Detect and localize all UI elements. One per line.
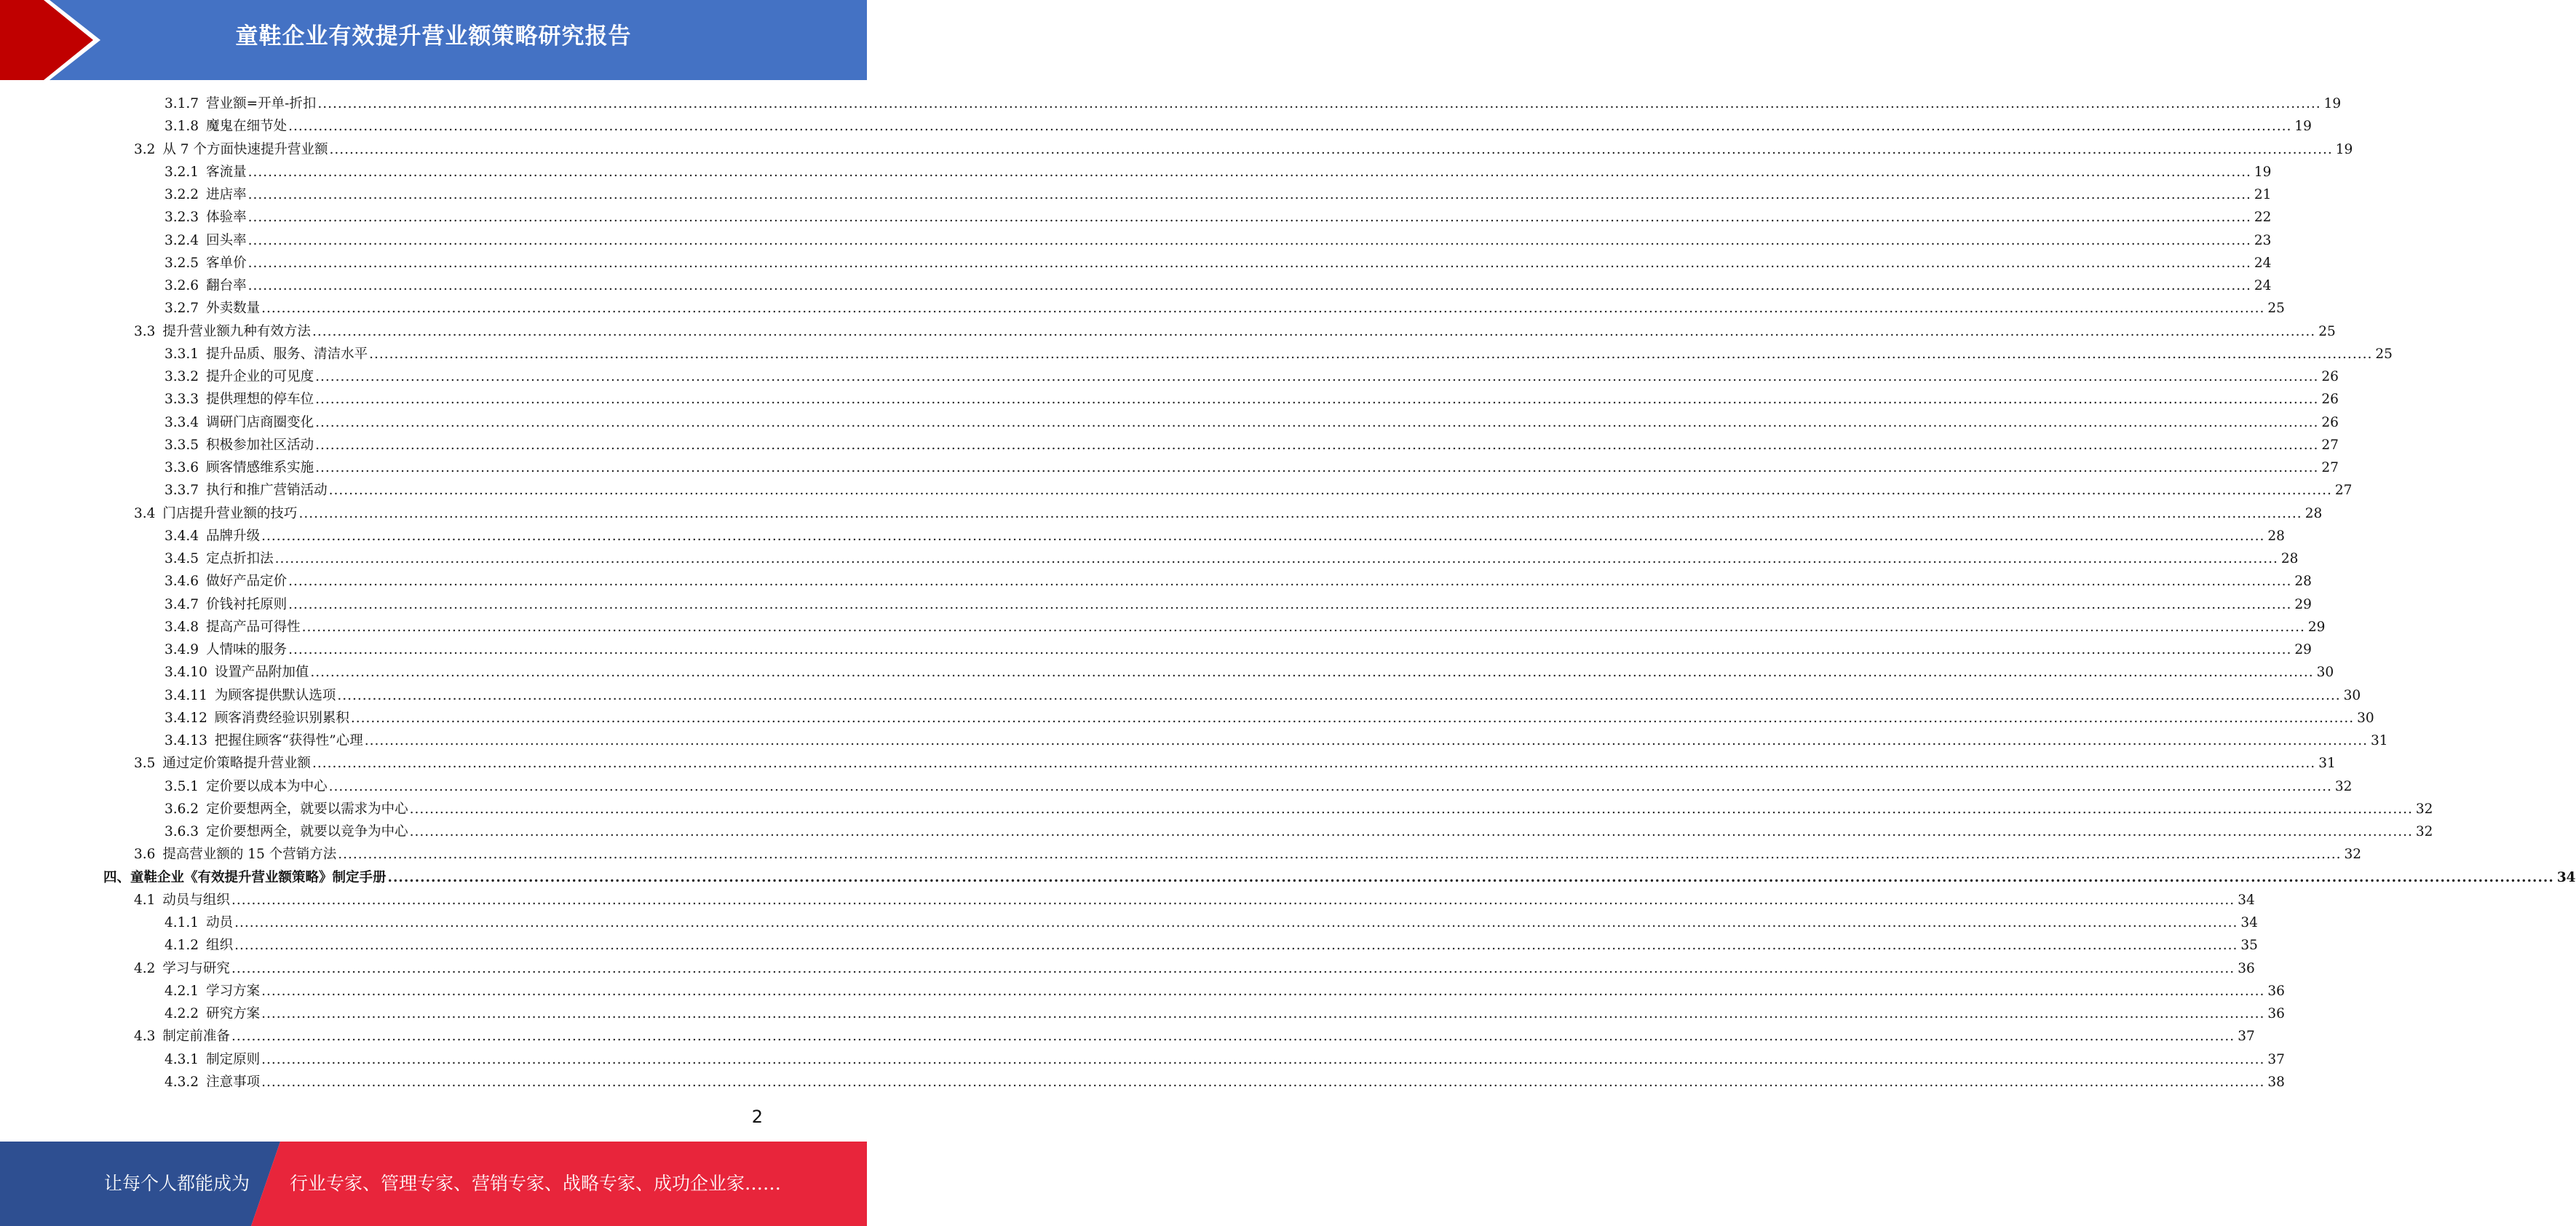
toc-entry-page: 30 <box>2343 687 2361 703</box>
toc-entry[interactable] <box>0 843 2362 866</box>
toc-entry-line <box>134 138 2353 161</box>
toc-entry-line <box>165 798 2433 820</box>
toc-entry[interactable] <box>0 1071 2285 1093</box>
toc-entry-page: 32 <box>2334 778 2353 794</box>
toc-leader-dots: ................................................................................................................................................................................................................................................................................................................................................................................................................ <box>231 1029 2235 1045</box>
toc-entry-line <box>134 843 2362 866</box>
toc-entry-title: 通过定价策略提升营业额 <box>162 756 311 772</box>
toc-leader-dots: ................................................................................................................................................................................................................................................................................................................................................................................................................ <box>317 96 2321 111</box>
toc-entry-title: 品牌升级 <box>206 528 261 544</box>
toc-entry-line <box>165 820 2433 843</box>
toc-entry-number: 3.3.2 <box>165 369 199 384</box>
toc-entry-page: 19 <box>2254 164 2272 180</box>
toc-entry-line <box>165 297 2285 320</box>
toc-entry-line <box>165 343 2393 365</box>
toc-leader-dots: ................................................................................................................................................................................................................................................................................................................................................................................................................ <box>234 938 2238 954</box>
toc-entry-title: 定点折扣法 <box>206 551 274 566</box>
toc-entry[interactable] <box>0 638 2312 661</box>
toc-entry-title: 定价要想两全，就要以需求为中心 <box>206 801 408 817</box>
toc-leader-dots: ................................................................................................................................................................................................................................................................................................................................................................................................................ <box>337 687 2341 703</box>
toc-leader-dots: ................................................................................................................................................................................................................................................................................................................................................................................................................ <box>247 232 2251 248</box>
toc-entry-title: 做好产品定价 <box>206 574 288 590</box>
footer-slogan-right: 行业专家、管理专家、营销专家、战略专家、成功企业家…… <box>290 1173 782 1194</box>
toc-entry-page: 31 <box>2318 756 2336 772</box>
toc-entry-title: 注意事项 <box>206 1074 261 1090</box>
toc-entry-line <box>134 752 2336 775</box>
toc-entry-line <box>165 1002 2285 1025</box>
table-of-contents <box>0 92 2576 1093</box>
toc-entry-page: 30 <box>2316 665 2334 681</box>
toc-entry-page: 25 <box>2267 301 2285 317</box>
toc-entry[interactable] <box>0 138 2353 161</box>
toc-entry-title: 研究方案 <box>206 1006 261 1021</box>
toc-leader-dots: ................................................................................................................................................................................................................................................................................................................................................................................................................ <box>298 505 2302 521</box>
toc-entry-title: 把握住顾客“获得性”心理 <box>214 733 363 748</box>
toc-entry-number: 4.3.2 <box>165 1074 199 1090</box>
toc-entry-page: 36 <box>2267 1006 2285 1021</box>
toc-leader-dots: ................................................................................................................................................................................................................................................................................................................................................................................................................ <box>315 437 2319 453</box>
toc-entry-line <box>165 92 2342 115</box>
toc-entry-number: 3.4.11 <box>165 687 207 703</box>
toc-entry-line <box>165 229 2272 252</box>
toc-entry-title: 客流量 <box>206 164 247 180</box>
toc-leader-dots: ................................................................................................................................................................................................................................................................................................................................................................................................................ <box>234 915 2238 930</box>
toc-entry[interactable] <box>0 183 2272 206</box>
toc-leader-dots: ................................................................................................................................................................................................................................................................................................................................................................................................................ <box>288 119 2292 135</box>
toc-entry-number: 4.1.1 <box>165 915 199 930</box>
toc-leader-dots: ................................................................................................................................................................................................................................................................................................................................................................................................................ <box>261 301 2265 317</box>
toc-leader-dots: ................................................................................................................................................................................................................................................................................................................................................................................................................ <box>301 619 2305 635</box>
toc-entry-title: 提升营业额九种有效方法 <box>162 323 311 339</box>
toc-entry-number: 3.3.7 <box>165 483 199 499</box>
toc-entry-page: 31 <box>2371 733 2388 748</box>
toc-entry-page: 29 <box>2294 596 2312 612</box>
toc-entry-title: 价钱衬托原则 <box>206 596 288 612</box>
toc-entry[interactable] <box>0 1002 2285 1025</box>
toc-entry[interactable] <box>0 206 2272 229</box>
toc-leader-dots: ................................................................................................................................................................................................................................................................................................................................................................................................................ <box>261 983 2265 999</box>
toc-entry-number: 3.4.12 <box>165 710 207 726</box>
toc-entry-line <box>165 1071 2285 1093</box>
toc-entry-number: 3.3 <box>134 323 156 339</box>
toc-entry-page: 27 <box>2321 437 2339 453</box>
toc-entry[interactable] <box>0 297 2285 320</box>
toc-entry-number: 3.2.2 <box>165 187 199 202</box>
toc-entry-number: 3.2.1 <box>165 164 199 180</box>
toc-leader-dots: ................................................................................................................................................................................................................................................................................................................................................................................................................ <box>310 665 2314 681</box>
toc-leader-dots: ................................................................................................................................................................................................................................................................................................................................................................................................................ <box>261 1051 2265 1067</box>
toc-entry-number: 3.3.4 <box>165 414 199 430</box>
toc-entry[interactable] <box>0 889 2255 911</box>
toc-entry-number: 3.5 <box>134 756 156 772</box>
toc-entry[interactable] <box>0 547 2299 570</box>
toc-entry[interactable] <box>0 980 2285 1002</box>
toc-leader-dots: ................................................................................................................................................................................................................................................................................................................................................................................................................ <box>328 483 2332 499</box>
toc-entry-line <box>165 616 2326 638</box>
toc-entry-page: 28 <box>2294 574 2312 590</box>
toc-entry-line <box>165 1048 2285 1071</box>
toc-entry-number: 3.4.5 <box>165 551 199 566</box>
toc-entry-page: 32 <box>2415 801 2433 817</box>
toc-entry[interactable] <box>0 115 2312 138</box>
toc-entry[interactable] <box>0 274 2272 297</box>
toc-entry-number: 3.2.3 <box>165 210 199 226</box>
toc-entry-page: 36 <box>2267 983 2285 999</box>
toc-entry-line <box>134 957 2255 980</box>
toc-entry[interactable] <box>0 525 2285 547</box>
toc-entry-number: 3.2.5 <box>165 255 199 271</box>
toc-entry-title: 体验率 <box>206 210 247 226</box>
toc-entry-page: 37 <box>2238 1029 2255 1045</box>
toc-entry[interactable] <box>0 661 2334 684</box>
toc-entry-number: 3.4.9 <box>165 642 199 657</box>
toc-entry-number: 3.1.7 <box>165 96 199 111</box>
toc-entry-title: 翻台率 <box>206 278 247 293</box>
toc-entry-page: 29 <box>2307 619 2326 635</box>
toc-entry-title: 提高产品可得性 <box>206 619 301 635</box>
toc-entry-number: 4.2.1 <box>165 983 199 999</box>
toc-leader-dots: ................................................................................................................................................................................................................................................................................................................................................................................................................ <box>231 960 2235 976</box>
toc-leader-dots: ................................................................................................................................................................................................................................................................................................................................................................................................................ <box>315 414 2319 430</box>
toc-entry-page: 36 <box>2238 960 2255 976</box>
toc-entry-title: 从 7 个方面快速提升营业额 <box>162 141 328 157</box>
toc-entry-line <box>165 411 2339 434</box>
toc-entry-title: 为顾客提供默认选项 <box>214 687 336 703</box>
toc-leader-dots: ................................................................................................................................................................................................................................................................................................................................................................................................................ <box>409 824 2413 839</box>
toc-leader-dots: ................................................................................................................................................................................................................................................................................................................................................................................................................ <box>247 164 2251 180</box>
toc-leader-dots: ................................................................................................................................................................................................................................................................................................................................................................................................................ <box>247 278 2251 293</box>
toc-leader-dots: ................................................................................................................................................................................................................................................................................................................................................................................................................ <box>261 528 2265 544</box>
toc-entry-line <box>165 911 2258 934</box>
toc-entry[interactable] <box>0 684 2361 707</box>
toc-entry-page: 26 <box>2321 369 2339 384</box>
toc-entry-page: 24 <box>2254 278 2272 293</box>
toc-entry-title: 设置产品附加值 <box>214 665 309 681</box>
toc-entry-page: 26 <box>2321 414 2339 430</box>
toc-leader-dots: ................................................................................................................................................................................................................................................................................................................................................................................................................ <box>261 1006 2265 1021</box>
toc-entry[interactable] <box>0 252 2272 274</box>
toc-entry-page: 21 <box>2254 187 2272 202</box>
toc-entry-page: 37 <box>2267 1051 2285 1067</box>
toc-entry-line <box>165 934 2258 957</box>
toc-entry-title: 童鞋企业《有效提升营业额策略》制定手册 <box>130 869 387 885</box>
toc-entry-number: 3.6.3 <box>165 824 199 839</box>
toc-entry-line <box>165 456 2339 479</box>
toc-entry-number: 3.2.7 <box>165 301 199 317</box>
toc-leader-dots: ................................................................................................................................................................................................................................................................................................................................................................................................................ <box>369 346 2373 362</box>
toc-entry-line <box>165 729 2388 752</box>
toc-entry-title: 提供理想的停车位 <box>206 392 314 408</box>
toc-entry-title: 制定原则 <box>206 1051 261 1067</box>
toc-entry[interactable] <box>0 911 2258 934</box>
toc-entry-line <box>165 775 2353 798</box>
toc-entry-number: 4.2.2 <box>165 1006 199 1021</box>
toc-entry-title: 外卖数量 <box>206 301 261 317</box>
toc-entry[interactable] <box>0 456 2339 479</box>
toc-entry-page: 22 <box>2254 210 2272 226</box>
toc-entry[interactable] <box>0 365 2339 388</box>
toc-entry-line <box>165 434 2339 456</box>
toc-entry-title: 客单价 <box>206 255 247 271</box>
toc-entry-page: 29 <box>2294 642 2312 657</box>
toc-entry-page: 28 <box>2280 551 2299 566</box>
toc-entry-line <box>165 661 2334 684</box>
toc-entry-title: 积极参加社区活动 <box>206 437 314 453</box>
toc-leader-dots: ................................................................................................................................................................................................................................................................................................................................................................................................................ <box>261 1074 2265 1090</box>
toc-entry-number: 3.6.2 <box>165 801 199 817</box>
toc-entry-title: 顾客情感维系实施 <box>206 460 314 475</box>
page-footer <box>0 1142 867 1226</box>
toc-entry[interactable] <box>0 707 2374 729</box>
toc-entry[interactable] <box>0 434 2339 456</box>
toc-entry-number: 3.3.3 <box>165 392 199 408</box>
toc-entry-page: 38 <box>2267 1074 2285 1090</box>
toc-entry-page: 26 <box>2321 392 2339 408</box>
toc-leader-dots: ................................................................................................................................................................................................................................................................................................................................................................................................................ <box>247 255 2251 271</box>
toc-entry-page: 25 <box>2318 323 2336 339</box>
toc-entry-number: 3.3.1 <box>165 346 199 362</box>
toc-entry[interactable] <box>0 411 2339 434</box>
page-number: 2 <box>751 1107 763 1127</box>
toc-leader-dots: ................................................................................................................................................................................................................................................................................................................................................................................................................ <box>315 460 2319 475</box>
toc-leader-dots: ................................................................................................................................................................................................................................................................................................................................................................................................................ <box>387 869 2554 885</box>
toc-entry-line <box>165 980 2285 1002</box>
toc-entry-number: 3.2.4 <box>165 232 199 248</box>
toc-entry-title: 学习与研究 <box>162 960 230 976</box>
toc-entry[interactable] <box>0 593 2312 616</box>
toc-entry[interactable] <box>0 92 2342 115</box>
toc-entry-number: 3.4.13 <box>165 733 207 748</box>
toc-entry-number: 3.5.1 <box>165 778 199 794</box>
toc-entry-line <box>165 570 2312 593</box>
toc-entry-line <box>134 502 2323 525</box>
toc-leader-dots: ................................................................................................................................................................................................................................................................................................................................................................................................................ <box>328 778 2332 794</box>
toc-entry-page: 23 <box>2254 232 2272 248</box>
toc-entry-page: 30 <box>2357 710 2374 726</box>
toc-entry[interactable] <box>0 161 2272 183</box>
toc-entry-title: 提升品质、服务、清洁水平 <box>206 346 368 362</box>
toc-entry-page: 34 <box>2240 915 2258 930</box>
toc-leader-dots: ................................................................................................................................................................................................................................................................................................................................................................................................................ <box>329 141 2333 157</box>
toc-entry[interactable] <box>0 866 2576 889</box>
toc-entry-line <box>103 866 2576 889</box>
toc-entry-number: 4.1 <box>134 892 156 908</box>
toc-entry-line <box>165 274 2272 297</box>
toc-entry-number: 3.2.6 <box>165 278 199 293</box>
toc-entry[interactable] <box>0 775 2353 798</box>
toc-entry-line <box>134 1025 2255 1048</box>
toc-entry-line <box>165 161 2272 183</box>
toc-entry[interactable] <box>0 388 2339 411</box>
toc-entry[interactable] <box>0 229 2272 252</box>
document-title: 童鞋企业有效提升营业额策略研究报告 <box>235 23 632 50</box>
toc-entry-title: 提高营业额的 15 个营销方法 <box>162 847 337 863</box>
toc-entry-title: 学习方案 <box>206 983 261 999</box>
toc-entry-number: 3.4.7 <box>165 596 199 612</box>
toc-entry[interactable] <box>0 479 2353 502</box>
toc-entry-line <box>165 479 2353 502</box>
toc-entry-number: 3.3.5 <box>165 437 199 453</box>
toc-entry-title: 门店提升营业额的技巧 <box>162 505 298 521</box>
toc-entry-number: 4.3.1 <box>165 1051 199 1067</box>
toc-entry-page: 19 <box>2323 96 2342 111</box>
toc-entry[interactable] <box>0 616 2326 638</box>
toc-leader-dots: ................................................................................................................................................................................................................................................................................................................................................................................................................ <box>231 892 2235 908</box>
toc-entry[interactable] <box>0 502 2323 525</box>
toc-entry-page: 28 <box>2267 528 2285 544</box>
toc-entry-line <box>165 593 2312 616</box>
toc-entry-page: 34 <box>2556 869 2576 885</box>
toc-entry-title: 回头率 <box>206 232 247 248</box>
toc-entry-page: 32 <box>2415 824 2433 839</box>
toc-entry-number: 3.1.8 <box>165 119 199 135</box>
toc-entry[interactable] <box>0 343 2393 365</box>
toc-entry-page: 25 <box>2375 346 2393 362</box>
toc-leader-dots: ................................................................................................................................................................................................................................................................................................................................................................................................................ <box>315 369 2319 384</box>
toc-entry-title: 魔鬼在细节处 <box>206 119 288 135</box>
toc-entry[interactable] <box>0 320 2336 343</box>
toc-entry[interactable] <box>0 934 2258 957</box>
toc-entry-page: 27 <box>2334 483 2353 499</box>
toc-entry-number: 3.4 <box>134 505 156 521</box>
page-header <box>0 0 867 80</box>
toc-entry-number: 3.6 <box>134 847 156 863</box>
toc-entry-page: 35 <box>2240 938 2258 954</box>
toc-entry-line <box>165 684 2361 707</box>
toc-leader-dots: ................................................................................................................................................................................................................................................................................................................................................................................................................ <box>288 596 2292 612</box>
toc-entry[interactable] <box>0 729 2388 752</box>
toc-leader-dots: ................................................................................................................................................................................................................................................................................................................................................................................................................ <box>288 574 2292 590</box>
toc-entry-number: 3.4.4 <box>165 528 199 544</box>
toc-leader-dots: ................................................................................................................................................................................................................................................................................................................................................................................................................ <box>288 642 2292 657</box>
toc-entry-title: 动员与组织 <box>162 892 230 908</box>
toc-entry-line <box>165 638 2312 661</box>
toc-entry-page: 19 <box>2335 141 2353 157</box>
toc-leader-dots: ................................................................................................................................................................................................................................................................................................................................................................................................................ <box>312 756 2316 772</box>
toc-entry-line <box>165 547 2299 570</box>
toc-entry-number: 3.4.10 <box>165 665 207 681</box>
toc-entry-page: 24 <box>2254 255 2272 271</box>
toc-entry-page: 27 <box>2321 460 2339 475</box>
toc-entry-title: 进店率 <box>206 187 247 202</box>
toc-entry-line <box>134 889 2255 911</box>
toc-entry-title: 人情味的服务 <box>206 642 288 657</box>
toc-entry-line <box>165 183 2272 206</box>
toc-entry-title: 动员 <box>206 915 234 930</box>
toc-entry-page: 34 <box>2238 892 2255 908</box>
toc-entry[interactable] <box>0 957 2255 980</box>
toc-entry-number: 4.1.2 <box>165 938 199 954</box>
toc-entry-line <box>165 388 2339 411</box>
toc-entry-number: 3.2 <box>134 141 156 157</box>
toc-entry[interactable] <box>0 1025 2255 1048</box>
toc-entry-page: 28 <box>2304 505 2323 521</box>
toc-entry-number: 四、 <box>103 869 131 885</box>
toc-entry-title: 营业额=开单-折扣 <box>206 96 317 111</box>
toc-entry[interactable] <box>0 820 2433 843</box>
toc-leader-dots: ................................................................................................................................................................................................................................................................................................................................................................................................................ <box>338 847 2342 863</box>
toc-leader-dots: ................................................................................................................................................................................................................................................................................................................................................................................................................ <box>274 551 2278 566</box>
toc-leader-dots: ................................................................................................................................................................................................................................................................................................................................................................................................................ <box>409 801 2413 817</box>
toc-entry-line <box>165 525 2285 547</box>
toc-entry-title: 顾客消费经验识别累积 <box>214 710 349 726</box>
toc-entry-line <box>165 707 2374 729</box>
toc-entry-number: 3.3.6 <box>165 460 199 475</box>
toc-entry[interactable] <box>0 1048 2285 1071</box>
toc-leader-dots: ................................................................................................................................................................................................................................................................................................................................................................................................................ <box>350 710 2355 726</box>
toc-entry-title: 提升企业的可见度 <box>206 369 314 384</box>
toc-entry-title: 执行和推广营销活动 <box>206 483 328 499</box>
toc-entry-title: 调研门店商圈变化 <box>206 414 314 430</box>
toc-entry-number: 4.3 <box>134 1029 156 1045</box>
toc-entry-page: 32 <box>2344 847 2362 863</box>
toc-leader-dots: ................................................................................................................................................................................................................................................................................................................................................................................................................ <box>247 187 2251 202</box>
toc-entry-title: 组织 <box>206 938 234 954</box>
toc-leader-dots: ................................................................................................................................................................................................................................................................................................................................................................................................................ <box>364 733 2369 748</box>
toc-entry[interactable] <box>0 798 2433 820</box>
toc-entry-line <box>165 115 2312 138</box>
toc-entry-title: 制定前准备 <box>162 1029 230 1045</box>
toc-entry-line <box>165 252 2272 274</box>
toc-entry-number: 3.4.6 <box>165 574 199 590</box>
toc-leader-dots: ................................................................................................................................................................................................................................................................................................................................................................................................................ <box>312 323 2316 339</box>
toc-entry-number: 4.2 <box>134 960 156 976</box>
toc-leader-dots: ................................................................................................................................................................................................................................................................................................................................................................................................................ <box>247 210 2251 226</box>
toc-entry-title: 定价要以成本为中心 <box>206 778 328 794</box>
toc-leader-dots: ................................................................................................................................................................................................................................................................................................................................................................................................................ <box>315 392 2319 408</box>
toc-entry[interactable] <box>0 752 2336 775</box>
toc-entry-line <box>134 320 2336 343</box>
footer-slogan-left: 让每个人都能成为 <box>104 1173 250 1194</box>
toc-entry[interactable] <box>0 570 2312 593</box>
toc-entry-line <box>165 365 2339 388</box>
toc-entry-title: 定价要想两全，就要以竞争为中心 <box>206 824 408 839</box>
toc-entry-number: 3.4.8 <box>165 619 199 635</box>
toc-entry-line <box>165 206 2272 229</box>
toc-entry-page: 19 <box>2294 119 2312 135</box>
